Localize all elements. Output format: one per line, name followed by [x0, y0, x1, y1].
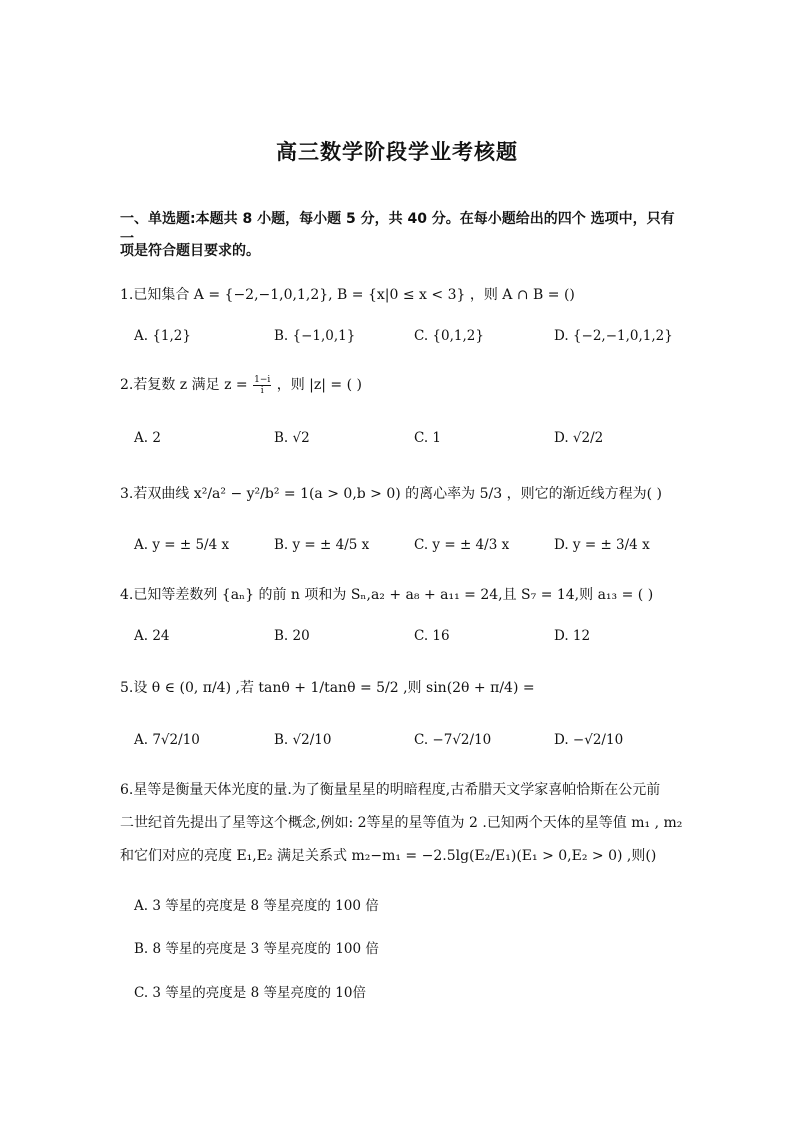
question-5-stem: 5.设 θ ∈ (0, π/4) ,若 tanθ + 1/tanθ = 5/2 ,则 sin(2θ + π/4) = — [120, 680, 535, 696]
question-2-fraction-numerator: 1−i — [254, 374, 271, 385]
question-3-stem: 3.若双曲线 x²/a² − y²/b² = 1(a > 0,b > 0) 的离心率为 5/3 ，则它的渐近线方程为( ) — [120, 486, 662, 502]
question-6-option-c: C. 3 等星的亮度是 8 等星亮度的 10倍 — [134, 985, 366, 1001]
question-3-option-b: B. y = ± 4/5 x — [274, 537, 370, 553]
question-2-option-a: A. 2 — [134, 430, 161, 446]
question-6-option-a: A. 3 等星的亮度是 8 等星亮度的 100 倍 — [134, 898, 379, 914]
question-2-stem-part-b: ，则 |z| = ( ) — [276, 377, 362, 393]
question-1-option-c: C. {0,1,2} — [414, 328, 484, 344]
question-5-option-b: B. √2/10 — [274, 732, 332, 748]
question-3-option-a: A. y = ± 5/4 x — [134, 537, 230, 553]
question-6-line-3: 和它们对应的亮度 E₁,E₂ 满足关系式 m₂−m₁ = −2.5lg(E₂/E₁)(E₁ > 0,E₂ > 0) ,则() — [120, 848, 657, 864]
question-2-stem-part-a: 2.若复数 z 满足 z = — [120, 377, 248, 393]
question-2-stem — [120, 374, 362, 396]
question-2-fraction — [253, 375, 271, 396]
question-4-option-a: A. 24 — [134, 628, 170, 644]
question-2-option-b: B. √2 — [274, 430, 310, 446]
question-4-stem: 4.已知等差数列 {aₙ} 的前 n 项和为 Sₙ,a₂ + a₈ + a₁₁ = 24,且 S₇ = 14,则 a₁₃ = ( ) — [120, 587, 654, 603]
question-6-option-b: B. 8 等星的亮度是 3 等星亮度的 100 倍 — [134, 941, 379, 957]
question-1-stem: 1.已知集合 A = {−2,−1,0,1,2}, B = {x|0 ≤ x < 3} ，则 A ∩ B = () — [120, 287, 575, 303]
question-4-option-d: D. 12 — [554, 628, 591, 644]
question-3-option-d: D. y = ± 3/4 x — [554, 537, 650, 553]
question-6-line-1: 6.星等是衡量天体光度的量.为了衡量星星的明暗程度,古希腊天文学家喜帕恰斯在公元前 — [120, 782, 661, 798]
page-title: 高三数学阶段学业考核题 — [276, 140, 518, 164]
question-1-option-d: D. {−2,−1,0,1,2} — [554, 328, 673, 344]
question-1-option-a: A. {1,2} — [134, 328, 191, 344]
question-5-option-c: C. −7√2/10 — [414, 732, 492, 748]
section-header-line1: 一、单选题:本题共 8 小题，每小题 5 分，共 40 分。在每小题给出的四个 选项中，只有一 — [120, 211, 675, 247]
question-2-fraction-denominator: i — [260, 385, 264, 396]
question-2-option-d: D. √2/2 — [554, 430, 604, 446]
question-5-option-a: A. 7√2/10 — [134, 732, 200, 748]
question-3-option-c: C. y = ± 4/3 x — [414, 537, 510, 553]
question-6-line-2: 二世纪首先提出了星等这个概念,例如: 2等星的星等值为 2 .已知两个天体的星等值 m₁ , m₂ — [120, 815, 683, 831]
question-4-option-c: C. 16 — [414, 628, 450, 644]
question-1-option-b: B. {−1,0,1} — [274, 328, 356, 344]
question-2-option-c: C. 1 — [414, 430, 442, 446]
section-header-line2: 项是符合题目要求的。 — [120, 243, 260, 259]
question-5-option-d: D. −√2/10 — [554, 732, 624, 748]
question-4-option-b: B. 20 — [274, 628, 310, 644]
